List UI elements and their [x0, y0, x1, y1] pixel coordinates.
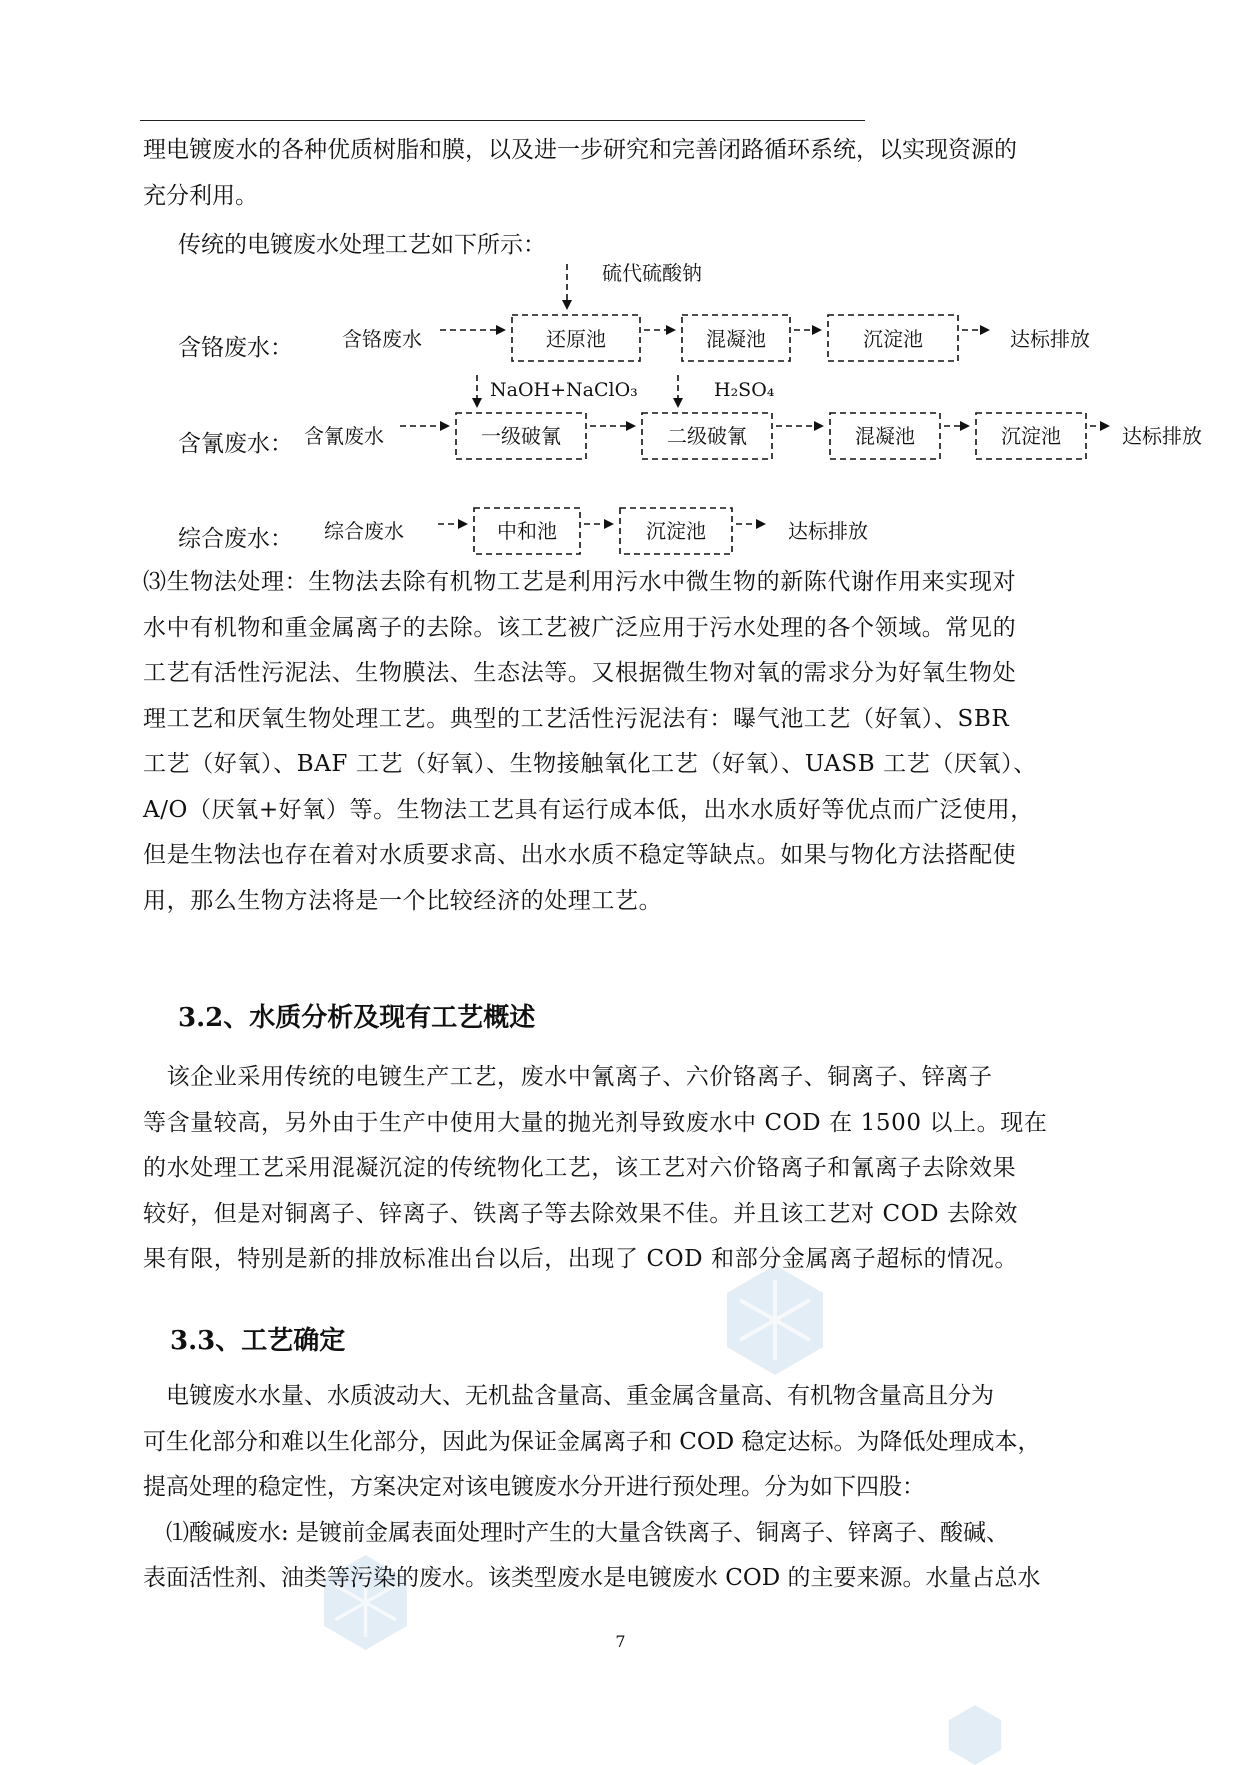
section-heading: 3.2、水质分析及现有工艺概述	[178, 1003, 536, 1033]
step-label: 沉淀池	[1001, 424, 1061, 448]
section-32-paragraph	[143, 1055, 1143, 1283]
text-line: 电镀废水水量、水质波动大、无机盐含量高、重金属含量高、有机物含量高且分为	[143, 1383, 994, 1409]
text-line: 等含量较高，另外由于生产中使用大量的抛光剂导致废水中 COD 在 1500 以上。现在	[143, 1109, 1048, 1136]
end-label: 达标排放	[1122, 424, 1202, 448]
source-label: 含铬废水	[342, 327, 422, 351]
text-line: 该企业采用传统的电镀生产工艺，废水中氰离子、六价铬离子、铜离子、锌离子	[143, 1064, 993, 1090]
text-line: 表面活性剂、油类等污染的废水。该类型废水是电镀废水 COD 的主要来源。水量占总水	[143, 1565, 1041, 1591]
bio-paragraph	[143, 560, 1143, 924]
reagent-label: H₂SO₄	[714, 379, 775, 401]
section-33-paragraph	[143, 1374, 1143, 1602]
end-label: 达标排放	[788, 519, 868, 543]
section-heading: 3.3、工艺确定	[170, 1326, 346, 1356]
text-line: 理工艺和厌氧生物处理工艺。典型的工艺活性污泥法有：曝气池工艺（好氧）、SBR	[143, 705, 1010, 732]
top-paragraph	[143, 128, 1143, 219]
text-line: 充分利用。	[143, 182, 258, 209]
text-line: 提高处理的稳定性，方案决定对该电镀废水分开进行预处理。分为如下四股：	[143, 1474, 925, 1500]
reagent-label: NaOH+NaClO₃	[490, 379, 638, 401]
step-label: 中和池	[497, 519, 557, 543]
text-line: 理电镀废水的各种优质树脂和膜，以及进一步研究和完善闭路循环系统，以实现资源的	[143, 137, 1017, 163]
row-label: 含氰废水：	[178, 431, 293, 457]
text-line: 工艺（好氧）、BAF 工艺（好氧）、生物接触氧化工艺（好氧）、UASB 工艺（厌氧）、	[143, 751, 1037, 777]
text-line: 但是生物法也存在着对水质要求高、出水水质不稳定等缺点。如果与物化方法搭配使	[143, 842, 1017, 868]
watermark-snowflake-icon	[930, 1705, 1020, 1765]
step-label: 还原池	[546, 327, 606, 351]
text-line: 可生化部分和难以生化部分，因此为保证金属离子和 COD 稳定达标。为降低处理成本，	[143, 1428, 1041, 1455]
text-line: 用，那么生物方法将是一个比较经济的处理工艺。	[143, 887, 663, 914]
text-line: 工艺有活性污泥法、生物膜法、生态法等。又根据微生物对氧的需求分为好氧生物处	[143, 660, 1017, 686]
step-label: 一级破氰	[481, 424, 561, 448]
text-line: ⑴酸碱废水: 是镀前金属表面处理时产生的大量含铁离子、铜离子、锌离子、酸碱、	[143, 1519, 1010, 1546]
text-line: 果有限，特别是新的排放标准出台以后，出现了 COD 和部分金属离子超标的情况。	[143, 1246, 1018, 1272]
step-label: 沉淀池	[646, 519, 706, 543]
page-number: 7	[615, 1632, 626, 1651]
process-flow-diagram	[0, 220, 1241, 560]
step-label: 沉淀池	[863, 327, 923, 351]
step-label: 混凝池	[706, 327, 766, 351]
step-label: 混凝池	[855, 424, 915, 448]
step-label: 二级破氰	[667, 424, 747, 448]
source-label: 含氰废水	[304, 424, 384, 448]
end-label: 达标排放	[1010, 327, 1090, 351]
source-label: 综合废水	[324, 519, 404, 543]
text-line: 水中有机物和重金属离子的去除。该工艺被广泛应用于污水处理的各个领域。常见的	[143, 614, 1017, 641]
flow-intro: 传统的电镀废水处理工艺如下所示：	[178, 232, 546, 258]
reagent-label: 硫代硫酸钠	[602, 261, 702, 285]
row-label: 含铬废水：	[178, 335, 293, 361]
text-line: ⑶生物法处理：生物法去除有机物工艺是利用污水中微生物的新陈代谢作用来实现对	[143, 569, 1017, 595]
row-label: 综合废水：	[178, 526, 293, 552]
text-line: A/O（厌氧+好氧）等。生物法工艺具有运行成本低，出水水质好等优点而广泛使用，	[143, 796, 1034, 823]
text-line: 的水处理工艺采用混凝沉淀的传统物化工艺，该工艺对六价铬离子和氰离子去除效果	[143, 1155, 1017, 1181]
text-line: 较好，但是对铜离子、锌离子、铁离子等去除效果不佳。并且该工艺对 COD 去除效	[143, 1200, 1018, 1227]
header-rule	[140, 120, 865, 121]
